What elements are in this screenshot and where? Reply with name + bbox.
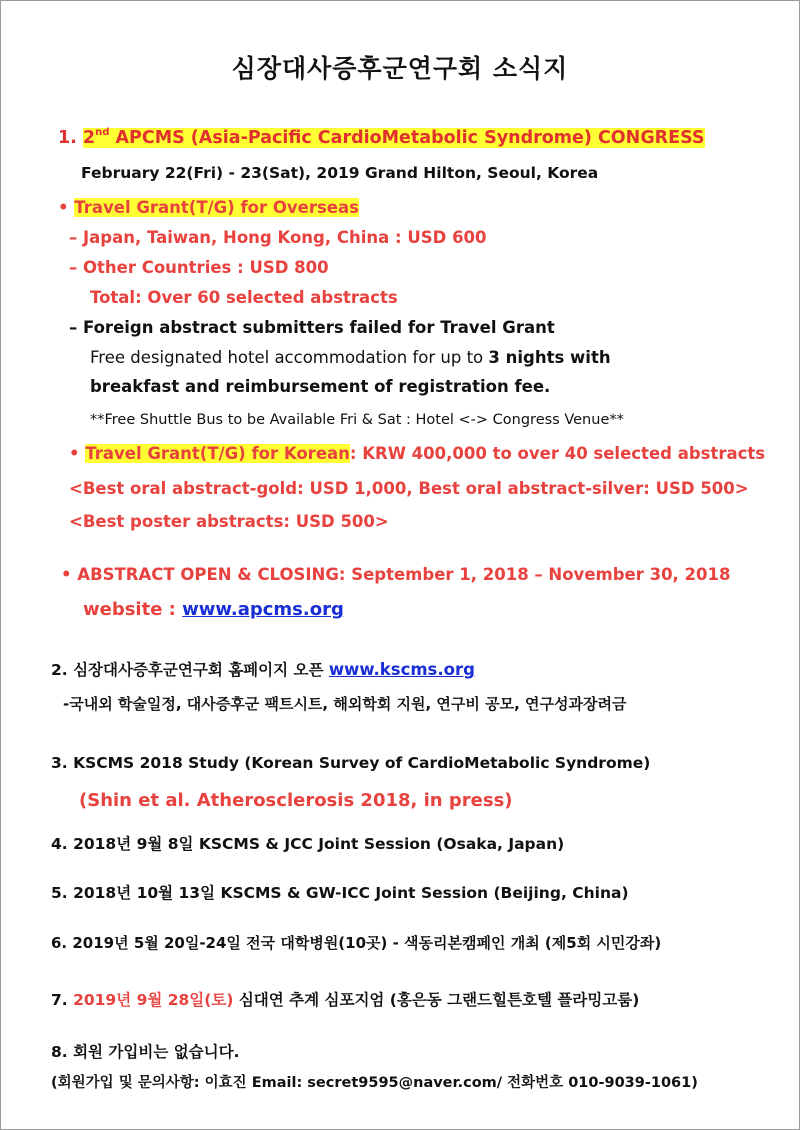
page-title: 심장대사증후군연구회 소식지 bbox=[231, 54, 569, 83]
item-3-citation: (Shin et al. Atherosclerosis 2018, in press) bbox=[79, 790, 513, 811]
item-1-heading bbox=[58, 127, 705, 149]
best-poster-line: <Best poster abstracts: USD 500> bbox=[69, 512, 389, 531]
bullet-icon: • bbox=[61, 565, 72, 584]
tg-korean-line: • Travel Grant(T/G) for Korean: KRW 400,000 to over 40 selected abstracts bbox=[69, 444, 766, 463]
congress-date-venue: February 22(Fri) - 23(Sat), 2019 Grand Hilton, Seoul, Korea bbox=[81, 164, 599, 182]
tg-total-line: Total: Over 60 selected abstracts bbox=[90, 288, 398, 307]
symposium-date: 2019년 9월 28일(토) bbox=[73, 991, 234, 1009]
apcms-link[interactable]: www.apcms.org bbox=[182, 599, 344, 620]
item-2-line: 2. 심장대사증후군연구회 홈페이지 오픈 www.kscms.org bbox=[51, 660, 475, 679]
item-6-line: 6. 2019년 5월 20일-24일 전국 대학병원(10곳) - 색동리본캠페인 개최 (제5회 시민강좌) bbox=[51, 934, 662, 952]
item-1-number: 1. bbox=[58, 128, 77, 148]
tg-other-line: – Other Countries : USD 800 bbox=[69, 258, 329, 277]
bullet-icon: • bbox=[58, 198, 69, 217]
abstract-open-line: • ABSTRACT OPEN & CLOSING: September 1, 2018 – November 30, 2018 bbox=[61, 565, 731, 584]
item-5-line: 5. 2018년 10월 13일 KSCMS & GW-ICC Joint Session (Beijing, China) bbox=[51, 884, 629, 902]
foreign-submitters-line: – Foreign abstract submitters failed for Travel Grant bbox=[69, 318, 555, 337]
congress-title: 2nd APCMS (Asia-Pacific CardioMetabolic Syndrome) CONGRESS bbox=[82, 127, 705, 148]
tg-japan-line: – Japan, Taiwan, Hong Kong, China : USD 600 bbox=[69, 228, 487, 247]
tg-overseas-heading bbox=[58, 197, 359, 219]
item-8-line: 8. 회원 가입비는 없습니다. bbox=[51, 1043, 240, 1061]
shuttle-bus-line: **Free Shuttle Bus to be Available Fri & Sat : Hotel <-> Congress Venue** bbox=[90, 412, 624, 428]
tg-korean-title: Travel Grant(T/G) for Korean bbox=[85, 444, 350, 463]
item-3-line: 3. KSCMS 2018 Study (Korean Survey of CardioMetabolic Syndrome) bbox=[51, 754, 651, 772]
item-2-sub: -국내외 학술일정, 대사증후군 팩트시트, 해외학회 지원, 연구비 공모, 연구성과장려금 bbox=[63, 695, 627, 713]
tg-overseas-title: Travel Grant(T/G) for Overseas bbox=[74, 198, 359, 217]
bullet-icon: • bbox=[69, 444, 80, 463]
kscms-link[interactable]: www.kscms.org bbox=[328, 660, 475, 679]
breakfast-line: breakfast and reimbursement of registration fee. bbox=[90, 377, 551, 396]
item-8-contact: (회원가입 및 문의사항: 이효진 Email: secret9595@naver.com/ 전화번호 010-9039-1061) bbox=[51, 1075, 698, 1091]
best-oral-line: <Best oral abstract-gold: USD 1,000, Best oral abstract-silver: USD 500> bbox=[69, 479, 749, 498]
item-7-line: 7. 2019년 9월 28일(토) 심대연 추계 심포지엄 (홍은동 그랜드힐튼호텔 플라밍고룸) bbox=[51, 991, 640, 1009]
website-line: website : www.apcms.org bbox=[83, 599, 344, 620]
item-4-line: 4. 2018년 9월 8일 KSCMS & JCC Joint Session (Osaka, Japan) bbox=[51, 835, 565, 853]
free-hotel-line: Free designated hotel accommodation for up to 3 nights with bbox=[90, 348, 611, 367]
